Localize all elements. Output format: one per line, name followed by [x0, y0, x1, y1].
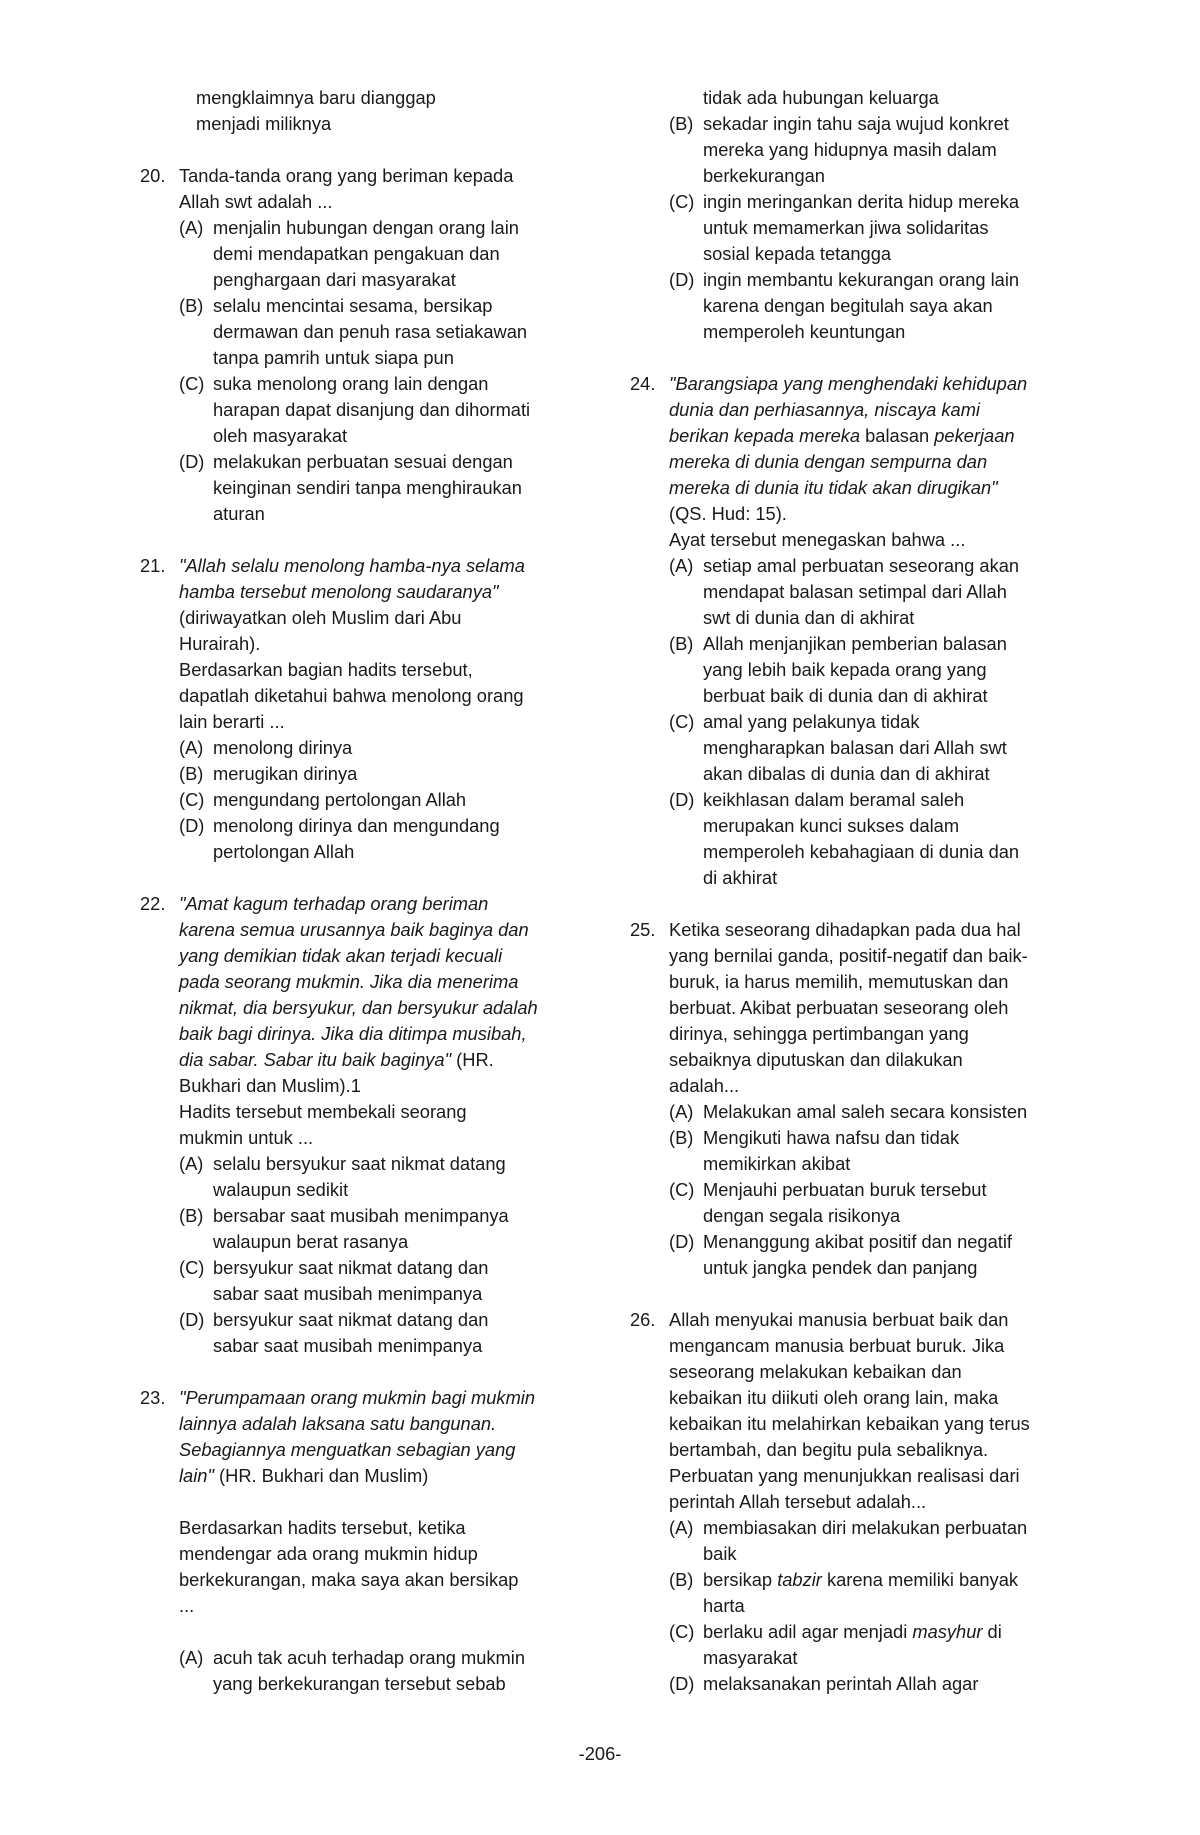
- question-number: 20.: [140, 165, 166, 186]
- option-c: (C) ingin meringankan derita hidup mereka untuk memamerkan jiwa solidaritas sosial kepada tetangga: [669, 191, 1020, 264]
- question-number: 21.: [140, 555, 166, 576]
- option-c: (C) Menjauhi perbuatan buruk tersebut dengan segala risikonya: [669, 1179, 987, 1226]
- option-a: (A) menolong dirinya: [179, 737, 353, 758]
- option-b: (B) bersikap tabzir karena memiliki banyak harta: [669, 1569, 1019, 1616]
- option-b: (B) sekadar ingin tahu saja wujud konkret mereka yang hidupnya masih dalam berkekurangan: [669, 113, 1009, 186]
- option-a-continued: tidak ada hubungan keluarga: [703, 87, 939, 108]
- question-number: 24.: [630, 373, 656, 394]
- continuation-text: mengklaimnya baru dianggap menjadi miliknya: [196, 87, 436, 134]
- option-b: (B) Allah menjanjikan pemberian balasan yang lebih baik kepada orang yang berbuat baik di dunia dan di akhirat: [669, 633, 1007, 706]
- question-24: [630, 371, 1075, 891]
- question-stem: (diriwayatkan oleh Muslim dari Abu Hurairah). Berdasarkan bagian hadits tersebut, dapatlah diketahui bahwa menolong orang lain berarti ...: [179, 607, 524, 732]
- question-26: [630, 1307, 1075, 1697]
- page-number: -206-: [578, 1743, 622, 1764]
- question-stem: Bukhari dan Muslim).1 Hadits tersebut membekali seorang mukmin untuk ...: [179, 1075, 467, 1148]
- question-stem: Berdasarkan hadits tersebut, ketika mendengar ada orang mukmin hidup berkekurangan, maka saya akan bersikap ...: [179, 1517, 519, 1616]
- option-a: (A) acuh tak acuh terhadap orang mukmin yang berkekurangan tersebut sebab: [179, 1647, 525, 1694]
- question-number: 22.: [140, 893, 166, 914]
- option-a: (A) selalu bersyukur saat nikmat datang walaupun sedikit: [179, 1153, 506, 1200]
- question-stem: Ketika seseorang dihadapkan pada dua hal yang bernilai ganda, positif-negatif dan baik- buruk, ia harus memilih, memutuskan dan berbuat. Akibat perbuatan seseorang oleh dirinya, sehingga pertimbangan yang sebaiknya diputuskan dan dilakukan adalah...: [669, 919, 1028, 1096]
- question-number: 25.: [630, 919, 656, 940]
- hadith-quote: "Amat kagum terhadap orang beriman karena semua urusannya baik baginya dan yang demikian tidak akan terjadi kecuali pada seorang mukmin. Jika dia menerima nikmat, dia bersyukur, dan bersyukur adalah baik bagi dirinya. Jika dia ditimpa musibah, dia sabar. Sabar itu baik baginya" (HR.: [179, 893, 538, 1070]
- hadith-quote: "Perumpamaan orang mukmin bagi mukmin lainnya adalah laksana satu bangunan. Sebagiannya menguatkan sebagian yang lain" (HR. Bukhari dan Muslim): [179, 1387, 536, 1486]
- option-a: (A) Melakukan amal saleh secara konsisten: [669, 1101, 1028, 1122]
- question-stem: Tanda-tanda orang yang beriman kepada Allah swt adalah ...: [179, 165, 514, 212]
- option-b: (B) Mengikuti hawa nafsu dan tidak memikirkan akibat: [669, 1127, 960, 1174]
- option-d: (D) melakukan perbuatan sesuai dengan keinginan sendiri tanpa menghiraukan aturan: [179, 451, 522, 524]
- question-22: [140, 891, 585, 1359]
- option-a: (A) menjalin hubungan dengan orang lain demi mendapatkan pengakuan dan penghargaan dari masyarakat: [179, 217, 519, 290]
- option-c: (C) suka menolong orang lain dengan harapan dapat disanjung dan dihormati oleh masyarakat: [179, 373, 531, 446]
- question-stem: Ayat tersebut menegaskan bahwa ...: [669, 529, 966, 550]
- option-c: (C) berlaku adil agar menjadi masyhur di masyarakat: [669, 1621, 1002, 1668]
- quote-source: (QS. Hud: 15).: [669, 503, 787, 524]
- option-d: (D) Menanggung akibat positif dan negatif untuk jangka pendek dan panjang: [669, 1231, 1012, 1278]
- quran-quote: "Barangsiapa yang menghendaki kehidupan dunia dan perhiasannya, niscaya kami berikan kepada mereka balasan pekerjaan mereka di dunia dengan sempurna dan mereka di dunia itu tidak akan dirugikan": [669, 373, 1028, 498]
- question-number: 23.: [140, 1387, 166, 1408]
- option-b: (B) bersabar saat musibah menimpanya walaupun berat rasanya: [179, 1205, 509, 1252]
- question-20: [140, 163, 585, 527]
- option-c: (C) bersyukur saat nikmat datang dan sabar saat musibah menimpanya: [179, 1257, 489, 1304]
- question-23: [140, 1385, 585, 1697]
- hadith-quote: "Allah selalu menolong hamba-nya selama hamba tersebut menolong saudaranya": [179, 555, 525, 602]
- option-d: (D) bersyukur saat nikmat datang dan sabar saat musibah menimpanya: [179, 1309, 489, 1356]
- option-b: (B) merugikan dirinya: [179, 763, 358, 784]
- option-c: (C) amal yang pelakunya tidak mengharapkan balasan dari Allah swt akan dibalas di dunia dan di akhirat: [669, 711, 1007, 784]
- option-a: (A) membiasakan diri melakukan perbuatan baik: [669, 1517, 1028, 1564]
- option-d: (D) melaksanakan perintah Allah agar: [669, 1673, 979, 1694]
- option-d: (D) menolong dirinya dan mengundang pertolongan Allah: [179, 815, 500, 862]
- question-number: 26.: [630, 1309, 656, 1330]
- left-column: [140, 85, 585, 1697]
- question-23-continued: [630, 85, 1075, 345]
- option-d: (D) keikhlasan dalam beramal saleh merupakan kunci sukses dalam memperoleh kebahagiaan di dunia dan di akhirat: [669, 789, 1020, 888]
- question-stem: Allah menyukai manusia berbuat baik dan mengancam manusia berbuat buruk. Jika seseorang melakukan kebaikan dan kebaikan itu diikuti oleh orang lain, maka kebaikan itu melahirkan kebaikan yang terus bertambah, dan begitu pula sebaliknya. Perbuatan yang menunjukkan realisasi dari perintah Allah tersebut adalah...: [669, 1309, 1030, 1512]
- question-21: [140, 553, 585, 865]
- question-25: [630, 917, 1075, 1281]
- option-a: (A) setiap amal perbuatan seseorang akan mendapat balasan setimpal dari Allah swt di dunia dan di akhirat: [669, 555, 1020, 628]
- right-column: [630, 85, 1075, 1697]
- option-c: (C) mengundang pertolongan Allah: [179, 789, 467, 810]
- option-d: (D) ingin membantu kekurangan orang lain karena dengan begitulah saya akan memperoleh keuntungan: [669, 269, 1020, 342]
- option-b: (B) selalu mencintai sesama, bersikap dermawan dan penuh rasa setiakawan tanpa pamrih untuk siapa pun: [179, 295, 528, 368]
